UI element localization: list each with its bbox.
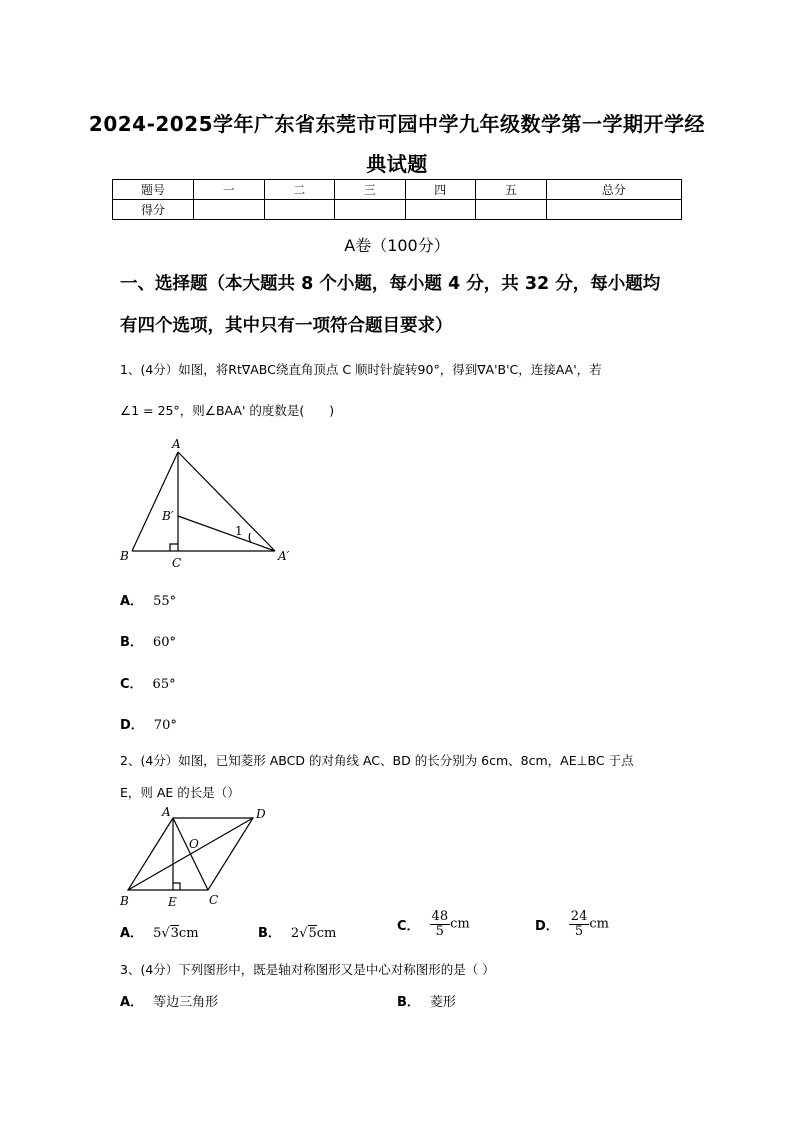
label-C: C (209, 893, 219, 907)
question-2-option-d[interactable] (535, 910, 609, 938)
option-letter: B． (397, 995, 420, 1010)
sqrt-icon: √ (299, 926, 308, 941)
label-B: B (120, 549, 129, 563)
option-letter: C． (397, 918, 420, 934)
option-text: 70° (153, 718, 177, 733)
label-B: B (120, 894, 129, 908)
question-3-text: 3、(4分）下列图形中，既是轴对称图形又是中心对称图形的是（ ） (120, 962, 495, 977)
right-angle-mark (173, 883, 180, 890)
diagonal-BD (128, 818, 253, 890)
section-heading: A卷（100分） (344, 236, 450, 255)
question-1-text: 1、(4分）如图，将Rt∇ABC绕直角顶点 C 顺时针旋转90°，得到∇A'B'C，连接AA'，若 (120, 362, 602, 377)
option-coefficient: 5 (153, 926, 162, 941)
label-A: A (162, 805, 171, 819)
fraction-denominator: 5 (435, 923, 444, 939)
question-1-option-b[interactable] (120, 631, 176, 650)
question-2-option-b[interactable] (258, 922, 336, 941)
label-O: O (189, 837, 199, 851)
sqrt-icon: √ (161, 926, 170, 941)
option-letter: A． (120, 995, 144, 1010)
option-letter: C． (120, 677, 143, 692)
label-A-prime: A′ (278, 549, 290, 563)
label-A: A (172, 437, 181, 451)
score-table-header-row (113, 180, 682, 200)
option-letter: A． (120, 594, 144, 609)
question-2-option-a[interactable] (120, 922, 199, 941)
question-2-option-c[interactable] (397, 910, 470, 938)
label-B-prime: B′ (162, 509, 174, 523)
document-title-line2: 典试题 (366, 152, 428, 176)
option-fraction (430, 910, 451, 938)
score-table (112, 179, 682, 220)
question-3-option-a[interactable] (120, 991, 218, 1010)
option-unit: cm (316, 926, 337, 941)
right-angle-mark (170, 544, 178, 551)
score-input-cell[interactable] (476, 200, 547, 220)
label-E: E (168, 895, 177, 909)
table-cell: 四 (405, 180, 476, 200)
table-cell: 总分 (546, 180, 682, 200)
table-cell: 三 (335, 180, 406, 200)
label-angle-1: 1 (235, 524, 243, 538)
fraction-denominator: 5 (574, 923, 584, 939)
option-unit: cm (178, 926, 199, 941)
option-fraction (569, 910, 590, 938)
option-text: 60° (152, 635, 176, 650)
score-input-cell[interactable] (194, 200, 265, 220)
option-letter: D． (535, 918, 559, 934)
option-text: 菱形 (429, 995, 456, 1010)
option-unit: cm (450, 916, 470, 932)
score-table-score-row (113, 200, 682, 220)
segment-B-prime-A-prime (178, 516, 275, 551)
segment-AA-prime (178, 452, 275, 551)
question-2-text-cont: E，则 AE 的长是（） (120, 785, 240, 800)
option-text: 等边三角形 (153, 995, 219, 1010)
score-input-cell[interactable] (264, 200, 335, 220)
table-cell: 一 (194, 180, 265, 200)
option-letter: D． (120, 718, 144, 733)
question-3-option-b[interactable] (397, 991, 456, 1010)
option-radicand: 5 (308, 926, 317, 941)
question-2-text: 2、(4分）如图，已知菱形 ABCD 的对角线 AC、BD 的长分别为 6cm、8cm，AE⊥BC 于点 (120, 753, 634, 768)
option-letter: B． (258, 926, 281, 941)
option-text: 65° (152, 677, 176, 692)
question-1-option-c[interactable] (120, 673, 176, 692)
option-text: 55° (153, 594, 177, 609)
table-cell: 二 (264, 180, 335, 200)
question-1-option-d[interactable] (120, 714, 177, 733)
document-title-line1: 2024-2025学年广东省东莞市可园中学九年级数学第一学期开学经 (88, 112, 706, 136)
fraction-numerator: 48 (431, 909, 449, 924)
fraction-numerator: 24 (570, 909, 588, 924)
label-C: C (172, 556, 182, 570)
score-input-cell[interactable] (335, 200, 406, 220)
table-cell: 得分 (113, 200, 194, 220)
option-coefficient: 2 (290, 926, 300, 941)
question-1-option-a[interactable] (120, 590, 176, 609)
question-2-figure (112, 804, 282, 910)
option-letter: A． (120, 926, 144, 941)
option-radicand: 3 (170, 926, 179, 941)
table-cell: 题号 (113, 180, 194, 200)
score-input-cell[interactable] (405, 200, 476, 220)
part-title-line2: 有四个选项，其中只有一项符合题目要求） (120, 316, 453, 336)
option-unit: cm (589, 916, 609, 932)
option-letter: B． (120, 635, 143, 650)
segment-AB (132, 452, 178, 551)
label-D: D (256, 807, 266, 821)
part-title-line1: 一、选择题（本大题共 8 个小题，每小题 4 分，共 32 分，每小题均 (120, 274, 661, 294)
table-cell: 五 (476, 180, 547, 200)
score-input-cell[interactable] (546, 200, 682, 220)
question-1-text-cont: ∠1 = 25°，则∠BAA' 的度数是( ) (120, 403, 335, 418)
question-1-figure (110, 434, 310, 574)
